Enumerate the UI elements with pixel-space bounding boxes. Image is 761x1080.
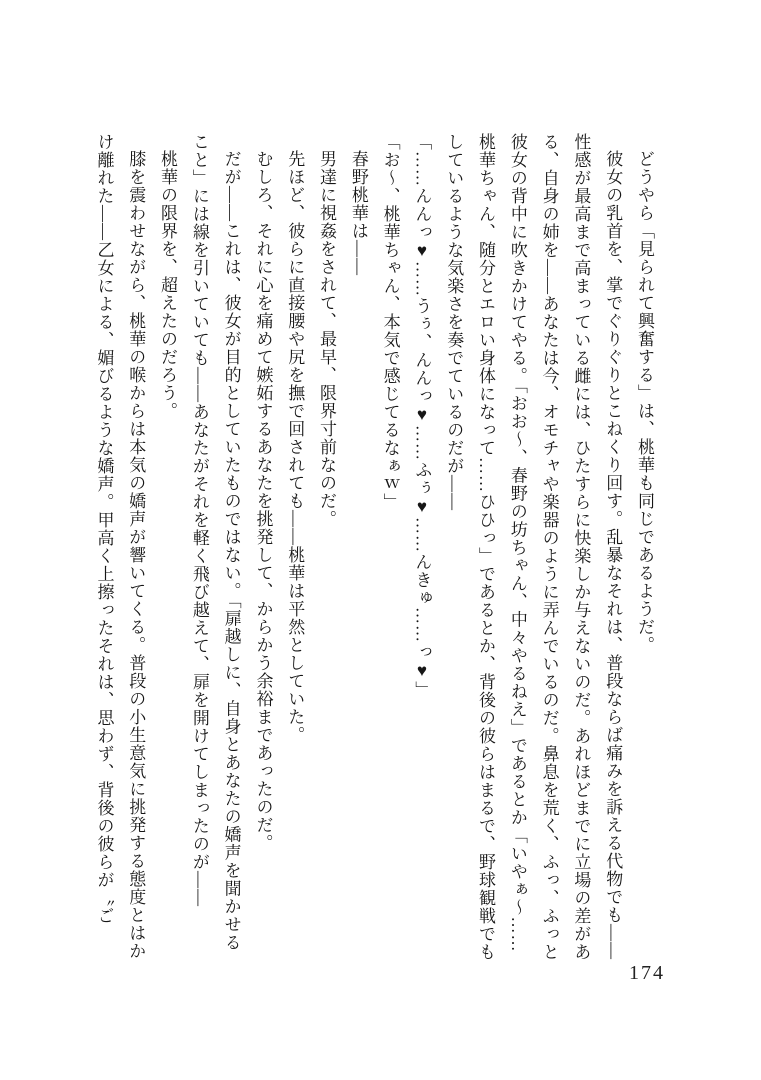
page-number: 174 [629,962,665,984]
paragraph-7: 先ほど、彼らに直接腰や尻を撫で回されても——桃華は平然としていた。 [285,150,305,744]
paragraph-9: だが——これは、彼女が目的としていたものではない。「扉越しに、自身とあなたの嬌声を聞かせること」には線を引いていても——あなたがそれを軽く飛び越えて、扉を開けてしまったのが—— [189,133,241,952]
paragraph-1: どうやら「見られて興奮する」は、桃華も同じであるようだ。 [635,150,654,654]
paragraph-11: 膝を震わせながら、桃華の喉からは本気の嬌声が響いてくる。普段の小生意気に挑発する態度とはかけ離れた——乙女による、媚びるような嬌声。甲高く上擦ったそれは、思わず、背後の彼らが〝ご [94,133,146,960]
vertical-text-block [88,133,660,966]
paragraph-6: 男達に視姦をされて、最早、限界寸前なのだ。 [317,150,337,528]
paragraph-3: 「……んんっ♥……うぅ、んんっ♥……ふぅ♥……んきゅ……っ♥」 [412,133,432,699]
paragraph-4: 「お〜、桃華ちゃん、本気で感じてるなぁｗ」 [380,133,400,511]
paragraph-2: 彼女の乳首を、掌でぐりぐりとこねくり回す。乱暴なそれは、普段ならば痛みを訴える代物でも——性感が最高まで高まっている雌には、ひたすらに快楽しか与えないのだ。あれほどまでに立場の差がある、自身の姉を——あなたは今、オモチャや楽器のように弄んでいるのだ。鼻息を荒く、ふっ、ふっと彼女の背中に吹きかけてやる。「おお〜、春野の坊ちゃん、中々やるねえ」であるとか「いやぁ〜……桃華ちゃん、随分とエロい身体になって……ひひっ」であるとか、背後の彼らはまるで、野球観戦でもしているような気楽さを奏でているのだが—— [444,133,623,961]
paragraph-10: 桃華の限界を、超えたのだろう。 [158,150,178,420]
paragraph-8: むしろ、それに心を痛めて嫉妬するあなたを挑発して、からかう余裕まであったのだ。 [253,150,273,852]
paragraph-5: 春野桃華は—— [348,150,368,276]
